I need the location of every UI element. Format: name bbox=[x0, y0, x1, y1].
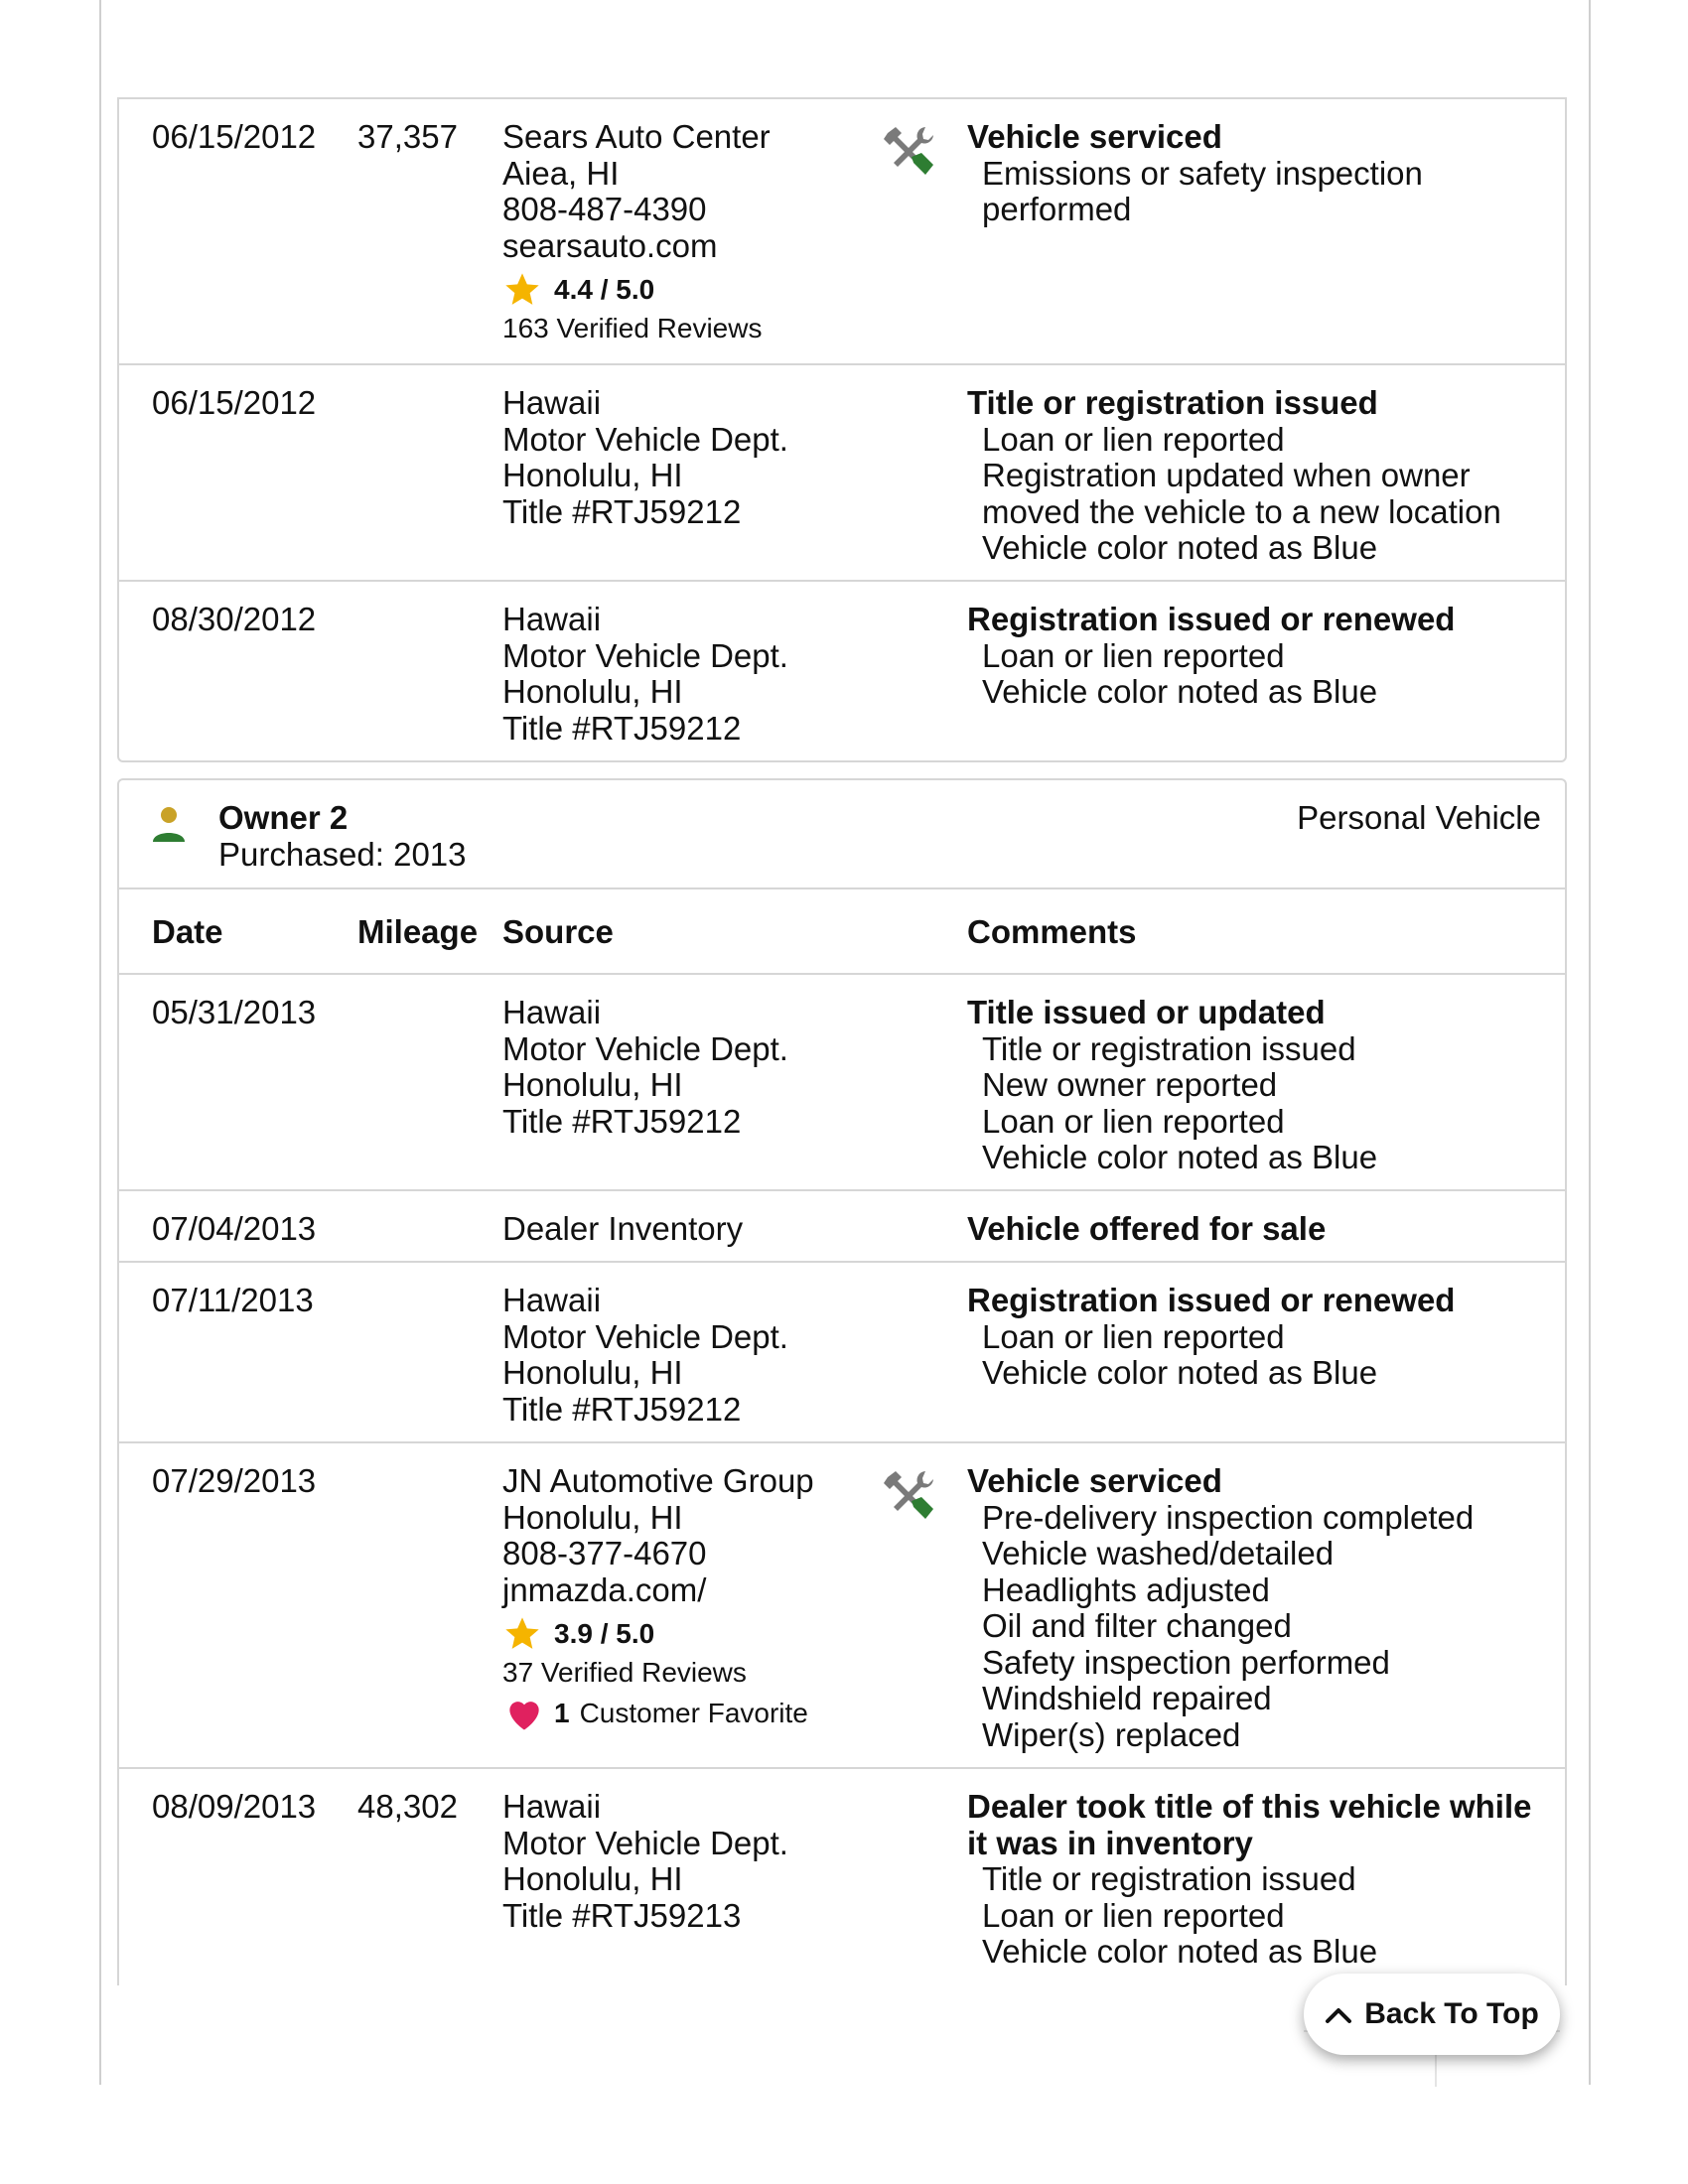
source-name: Hawaii bbox=[502, 994, 602, 1030]
record-source bbox=[502, 602, 969, 747]
comment-line: Vehicle color noted as Blue bbox=[982, 1354, 1378, 1391]
comment-line: Emissions or safety inspection performed bbox=[982, 154, 1423, 227]
table-row bbox=[119, 1769, 1565, 1997]
table-row bbox=[119, 1263, 1565, 1443]
record-source bbox=[502, 1789, 969, 1934]
record-comments bbox=[967, 1463, 1553, 1753]
source-website[interactable]: searsauto.com bbox=[502, 226, 718, 264]
source-name: Hawaii bbox=[502, 384, 602, 421]
source-title-number: Title #RTJ59212 bbox=[502, 492, 742, 530]
record-comments bbox=[967, 1283, 1553, 1392]
source-title-number: Title #RTJ59212 bbox=[502, 1102, 742, 1140]
star-icon bbox=[502, 270, 542, 310]
comment-line: New owner reported bbox=[982, 1066, 1278, 1103]
rating-value: 4.4 / 5.0 bbox=[554, 273, 655, 305]
source-location: Honolulu, HI bbox=[502, 1354, 683, 1391]
source-phone[interactable]: 808-487-4390 bbox=[502, 191, 707, 227]
source-title-number: Title #RTJ59213 bbox=[502, 1896, 742, 1934]
comment-line: Loan or lien reported bbox=[982, 1102, 1285, 1140]
table-row bbox=[119, 365, 1565, 582]
source-rating bbox=[502, 1614, 969, 1654]
table-header bbox=[119, 889, 1565, 975]
comment-line: Registration updated when owner moved the vehicle to a new location bbox=[982, 457, 1501, 530]
table-row bbox=[119, 582, 1565, 760]
source-name: Hawaii bbox=[502, 1282, 602, 1318]
owner-purchased: Purchased: 2013 bbox=[218, 836, 467, 873]
comment-line: Vehicle color noted as Blue bbox=[982, 1933, 1378, 1970]
record-comments bbox=[967, 1789, 1553, 1971]
customer-favorite bbox=[502, 1692, 969, 1735]
verified-reviews-link[interactable]: 163 Verified Reviews bbox=[502, 313, 763, 343]
record-comments bbox=[967, 602, 1553, 711]
source-agency: Motor Vehicle Dept. bbox=[502, 1317, 788, 1355]
source-phone[interactable]: 808-377-4670 bbox=[502, 1535, 707, 1571]
owner1-history-card bbox=[117, 97, 1567, 762]
owner-header bbox=[119, 780, 1565, 889]
source-location: Honolulu, HI bbox=[502, 457, 683, 493]
source-location: Honolulu, HI bbox=[502, 1498, 683, 1536]
heart-icon bbox=[502, 1692, 546, 1735]
table-row bbox=[119, 99, 1565, 365]
record-comments bbox=[967, 995, 1553, 1176]
comment-title: Vehicle serviced bbox=[967, 1462, 1222, 1499]
source-agency: Motor Vehicle Dept. bbox=[502, 420, 788, 458]
record-mileage: 48,302 bbox=[357, 1788, 458, 1825]
wrench-screwdriver-icon bbox=[882, 123, 937, 179]
source-website[interactable]: jnmazda.com/ bbox=[502, 1570, 707, 1608]
back-to-top-button[interactable] bbox=[1304, 1974, 1560, 2055]
record-comments bbox=[967, 1211, 1553, 1248]
column-header-mileage: Mileage bbox=[357, 913, 479, 950]
comment-title: Title issued or updated bbox=[967, 994, 1326, 1030]
record-date: 08/09/2013 bbox=[152, 1788, 317, 1825]
source-title-number: Title #RTJ59212 bbox=[502, 709, 742, 747]
column-header-comments: Comments bbox=[967, 913, 1137, 950]
comment-line: Wiper(s) replaced bbox=[982, 1715, 1241, 1753]
owner-title: Owner 2 bbox=[218, 799, 349, 836]
source-name: JN Automotive Group bbox=[502, 1462, 814, 1499]
person-icon bbox=[149, 804, 189, 844]
record-date: 06/15/2012 bbox=[152, 384, 317, 421]
source-name: Hawaii bbox=[502, 601, 602, 637]
table-row bbox=[119, 1191, 1565, 1263]
comment-line: Vehicle color noted as Blue bbox=[982, 673, 1378, 710]
comment-line: Loan or lien reported bbox=[982, 1317, 1285, 1355]
record-source bbox=[502, 385, 969, 530]
favorite-label: Customer Favorite bbox=[579, 1697, 808, 1728]
record-source bbox=[502, 1283, 969, 1428]
favorite-count: 1 bbox=[554, 1697, 570, 1728]
verified-reviews-link[interactable]: 37 Verified Reviews bbox=[502, 1657, 747, 1688]
source-name: Sears Auto Center bbox=[502, 118, 771, 155]
comment-line: Vehicle color noted as Blue bbox=[982, 1139, 1378, 1175]
source-location: Honolulu, HI bbox=[502, 1860, 683, 1897]
source-rating bbox=[502, 270, 969, 310]
comment-line: Vehicle color noted as Blue bbox=[982, 529, 1378, 566]
source-name: Dealer Inventory bbox=[502, 1210, 744, 1247]
rating-value: 3.9 / 5.0 bbox=[554, 1617, 655, 1649]
record-date: 06/15/2012 bbox=[152, 118, 317, 155]
source-agency: Motor Vehicle Dept. bbox=[502, 1029, 788, 1067]
comment-line: Windshield repaired bbox=[982, 1680, 1272, 1716]
comment-line: Loan or lien reported bbox=[982, 420, 1285, 458]
record-date: 07/04/2013 bbox=[152, 1210, 317, 1247]
comment-line: Title or registration issued bbox=[982, 1860, 1356, 1897]
comment-line: Oil and filter changed bbox=[982, 1607, 1292, 1644]
column-header-source: Source bbox=[502, 913, 614, 950]
comment-line: Loan or lien reported bbox=[982, 1896, 1285, 1934]
comment-title: Dealer took title of this vehicle while it was in inventory bbox=[967, 1788, 1532, 1861]
record-mileage: 37,357 bbox=[357, 118, 458, 155]
wrench-screwdriver-icon bbox=[882, 1467, 937, 1523]
record-source bbox=[502, 995, 969, 1140]
record-date: 08/30/2012 bbox=[152, 601, 317, 637]
table-row bbox=[119, 1443, 1565, 1769]
back-to-top-label: Back To Top bbox=[1364, 1997, 1539, 2030]
star-icon bbox=[502, 1614, 542, 1654]
comment-line: Safety inspection performed bbox=[982, 1643, 1390, 1681]
comment-line: Loan or lien reported bbox=[982, 636, 1285, 674]
record-date: 05/31/2013 bbox=[152, 994, 317, 1030]
comment-title: Vehicle offered for sale bbox=[967, 1210, 1327, 1247]
record-date: 07/29/2013 bbox=[152, 1462, 317, 1499]
comment-line: Vehicle washed/detailed bbox=[982, 1535, 1335, 1571]
record-source bbox=[502, 1211, 969, 1248]
table-row bbox=[119, 975, 1565, 1191]
source-name: Hawaii bbox=[502, 1788, 602, 1825]
owner2-history-card bbox=[117, 778, 1567, 1985]
source-agency: Motor Vehicle Dept. bbox=[502, 1824, 788, 1861]
source-agency: Motor Vehicle Dept. bbox=[502, 636, 788, 674]
comment-title: Registration issued or renewed bbox=[967, 1282, 1456, 1318]
owner-vehicle-type: Personal Vehicle bbox=[1297, 799, 1541, 836]
comment-line: Pre-delivery inspection completed bbox=[982, 1498, 1475, 1536]
source-location: Honolulu, HI bbox=[502, 1066, 683, 1103]
comment-title: Vehicle serviced bbox=[967, 118, 1222, 155]
comment-line: Title or registration issued bbox=[982, 1029, 1356, 1067]
source-location: Aiea, HI bbox=[502, 154, 620, 192]
column-header-date: Date bbox=[152, 913, 223, 950]
comment-title: Registration issued or renewed bbox=[967, 601, 1456, 637]
source-title-number: Title #RTJ59212 bbox=[502, 1390, 742, 1428]
record-comments bbox=[967, 385, 1553, 567]
comment-title: Title or registration issued bbox=[967, 384, 1378, 421]
comment-line: Headlights adjusted bbox=[982, 1570, 1270, 1608]
chevron-up-icon bbox=[1325, 2004, 1352, 2024]
record-comments bbox=[967, 119, 1553, 228]
record-date: 07/11/2013 bbox=[152, 1282, 314, 1318]
source-location: Honolulu, HI bbox=[502, 673, 683, 710]
